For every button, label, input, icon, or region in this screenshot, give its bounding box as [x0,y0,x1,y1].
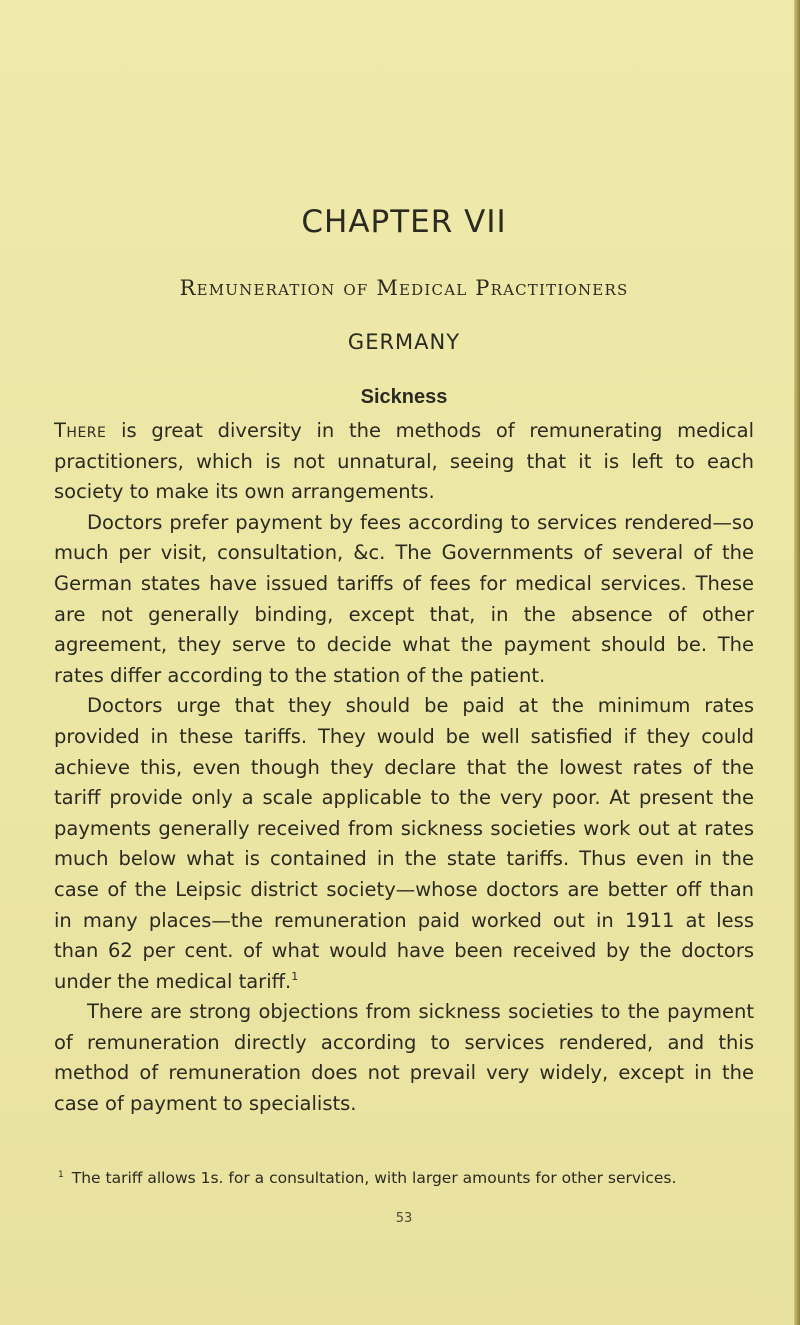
paragraph-lead-word: There [54,419,107,442]
footnote-reference: 1 [291,969,299,983]
country-heading: GERMANY [347,330,461,354]
footnote [54,1165,754,1188]
footnote-text: The tariff allows 1s. for a consultation, with larger amounts for other services. [71,1169,677,1187]
paragraph-1 [54,416,754,508]
paragraph-text: Doctors urge that they should be paid at the minimum rates provided in these tariffs. They would be well satisfied if they could achieve this, even though they declare that the lowest rates of the tariff provide only a scale applicable to the very poor. At present the payments generally received from sickness societies work out at rates much below what is contained in the state tariffs. Thus even in the case of the Leipsic district society—whose doctors are better off than in many places—the remuneration paid worked out in 1911 at less than 62 per cent. of what would have been received by the doctors under the medical tariff. [54,694,754,993]
paragraph-2: Doctors prefer payment by fees according to services rendered—so much per visit, consultation, &c. The Governments of several of the German states have issued tariffs of fees for medical services. These are not generally binding, except that, in the absence of other agreement, they serve to decide what the payment should be. The rates differ according to the station of the patient. [54,510,754,687]
footnote-mark: 1 [58,1170,64,1180]
section-heading: Sickness [360,386,448,408]
page-number: 53 [395,1211,413,1226]
paragraph-text: is great diversity in the methods of remunerating medical practitioners, which is not unnatural, seeing that it is left to each society to make its own arrangements. [54,419,754,504]
body-text [54,416,754,1120]
book-page [54,0,754,1325]
chapter-subtitle: Remuneration of Medical Practitioners [179,276,629,300]
chapter-title: CHAPTER VII [301,204,507,240]
page-edge [794,0,800,1325]
paragraph-4: There are strong objections from sickness societies to the payment of remuneration directly according to services rendered, and this method of remuneration does not prevail very widely, except in the case of payment to specialists. [54,1000,754,1116]
paragraph-3 [54,691,754,997]
